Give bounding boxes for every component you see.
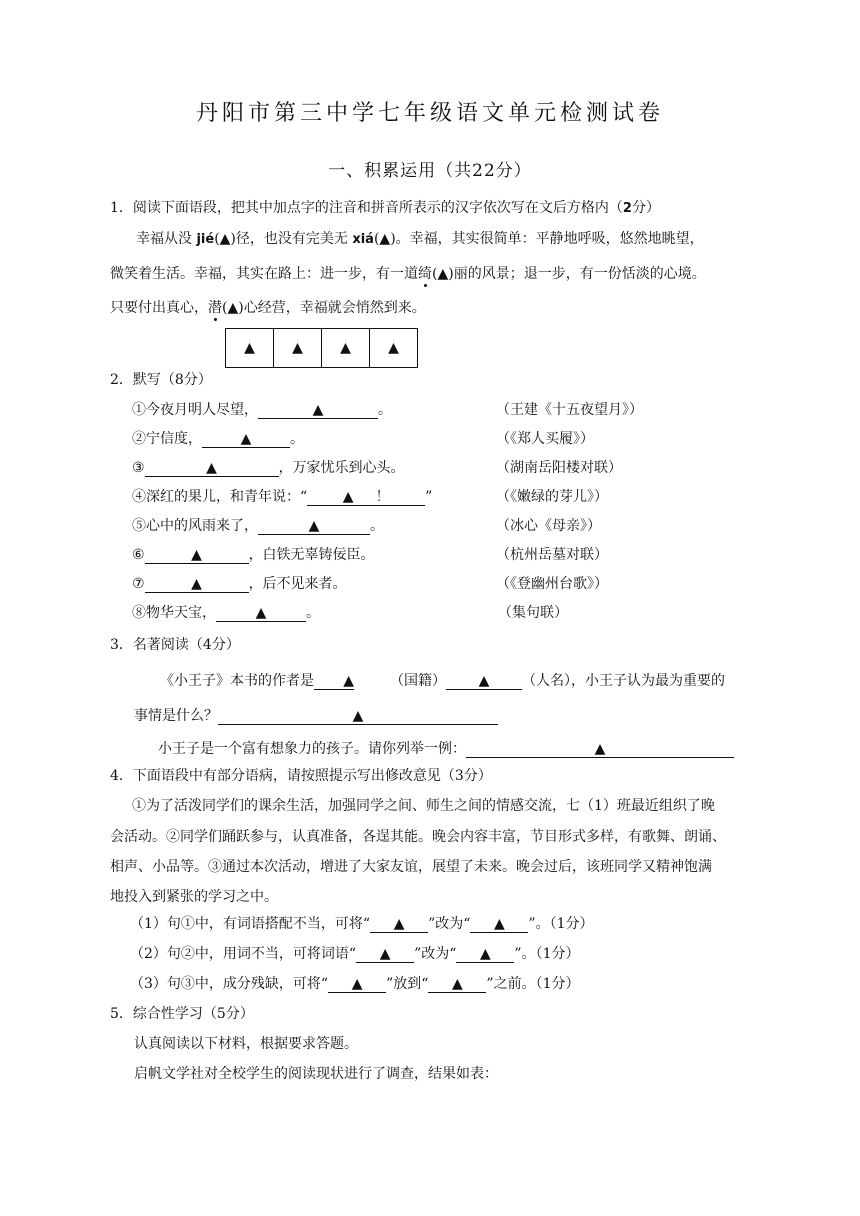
page-title: 丹阳市第三中学七年级语文单元检测试卷 [195, 101, 664, 126]
q4-subquestion-1: （1）句①中，有词语搭配不当，可将“ ▲ ”改为“ ▲ ”。（1分） [130, 916, 594, 932]
dictation-item-5: ⑤心中的风雨来了， ▲ 。 [132, 518, 384, 534]
answer-blank[interactable]: ▲ [216, 605, 306, 622]
q1-dotted-char-2: 潜 [208, 300, 222, 316]
q1-pinyin-2: xiá [352, 232, 374, 247]
dictation-source-8: （集句联） [498, 605, 568, 621]
dictation-item-6: ⑥ ▲ ，白铁无辜铸佞臣。 [132, 547, 375, 563]
q1-l3-text-b: (▲)心经营，幸福就会悄然到来。 [222, 300, 426, 316]
dictation-item-3: ③ ▲ ，万家忧乐到心头。 [132, 460, 405, 476]
dictation-source-6: （杭州岳墓对联） [496, 547, 608, 563]
q3-line-3: 小王子是一个富有想象力的孩子。请你列举一例： ▲ [158, 739, 734, 759]
imagination-example-blank[interactable]: ▲ [466, 741, 734, 758]
answer-blank[interactable]: ▲ [202, 431, 290, 448]
q4-paragraph-line-1: ①为了活泼同学们的课余生活，加强同学之间、师生之间的情感交流，七（1）班最近组织了晚 [132, 798, 715, 814]
answer-blank[interactable]: ▲ [328, 976, 386, 993]
q2-stem: 2．默写（8分） [110, 372, 212, 388]
q1-line-2 [110, 264, 706, 284]
q3-stem: 3．名著阅读（4分） [110, 637, 240, 653]
answer-blank-end: ！ [375, 489, 390, 505]
q1-line-1 [136, 229, 704, 250]
q4-subquestion-2: （2）句②中，用词不当，可将词语“ ▲ ”改为“ ▲ ”。（1分） [130, 946, 580, 962]
answer-blank[interactable]: ▲ [356, 946, 414, 963]
author-name-blank[interactable]: ▲ [446, 673, 522, 690]
q1-l3-text-a: 只要付出真心， [110, 300, 208, 316]
q5-stem: 5．综合性学习（5分） [110, 1006, 254, 1022]
dictation-item-2: ②宁信度， ▲ 。 [132, 431, 304, 447]
q4-paragraph-line-2: 会活动。②同学们踊跃参与，认真准备，各逞其能。晚会内容丰富，节目形式多样，有歌舞、朗诵、 [110, 829, 726, 845]
answer-blank-mark: ▲ [342, 489, 354, 505]
answer-box-1[interactable]: ▲ [226, 329, 274, 368]
q1-l1-text-b: (▲)径，也没有完美无 [214, 231, 348, 247]
q3-line-1: 《小王子》本书的作者是 ▲ （国籍） ▲ （人名），小王子认为最为重要的 [160, 673, 725, 689]
q5-line-1: 认真阅读以下材料，根据要求答题。 [134, 1036, 358, 1052]
answer-boxes [225, 328, 418, 368]
q1-stem-text: 1．阅读下面语段，把其中加点字的注音和拼音所表示的汉字依次写在文后方格内（ [110, 200, 623, 216]
q1-stem [110, 198, 660, 219]
dictation-item-1: ①今夜月明人尽望， ▲ 。 [132, 402, 392, 418]
q1-dotted-char-1: 绮 [418, 266, 432, 282]
dictation-source-3: （湖南岳阳楼对联） [496, 460, 622, 476]
dictation-item-4: ④深红的果儿，和青年说：“ ▲ ！ ” [132, 489, 433, 505]
dictation-source-2: （《郑人买履》） [496, 431, 594, 447]
answer-blank[interactable]: ▲ [258, 402, 378, 419]
q5-line-2: 启帆文学社对全校学生的阅读现状进行了调查，结果如表： [134, 1066, 498, 1082]
author-nationality-blank[interactable]: ▲ [314, 673, 354, 690]
q1-l1-text-c: (▲)。幸福，其实很简单：平静地呼吸，悠然地眺望， [373, 231, 704, 247]
q1-l2-text-b: (▲)丽的风景；退一步，有一份恬淡的心境。 [432, 266, 706, 282]
answer-blank[interactable]: ▲ [145, 460, 279, 477]
answer-blank[interactable] [307, 489, 425, 506]
q4-subquestion-3: （3）句③中，成分残缺，可将“ ▲ ”放到“ ▲ ”之前。（1分） [130, 976, 580, 992]
answer-blank[interactable]: ▲ [145, 576, 249, 593]
dictation-source-5: （冰心《母亲》） [496, 518, 601, 534]
q1-l1-text-a: 幸福从没 [136, 231, 192, 247]
answer-blank[interactable]: ▲ [456, 946, 514, 963]
dictation-item-8: ⑧物华天宝， ▲ 。 [132, 605, 320, 621]
answer-blank[interactable]: ▲ [258, 518, 370, 535]
q3-line-2: 事情是什么？ ▲ [134, 706, 498, 726]
important-thing-blank[interactable]: ▲ [218, 708, 498, 725]
q4-stem: 4．下面语段中有部分语病，请按照提示写出修改意见（3分） [110, 768, 492, 784]
q1-l2-text-a: 微笑着生活。幸福，其实在路上：进一步，有一道 [110, 266, 418, 282]
q4-paragraph-line-4: 地投入到紧张的学习之中。 [110, 889, 278, 905]
answer-blank[interactable]: ▲ [428, 976, 486, 993]
dictation-source-7: （《登幽州台歌》） [496, 576, 608, 592]
q1-points: 2 [622, 201, 632, 216]
answer-blank[interactable]: ▲ [145, 547, 249, 564]
section-heading: 一、积累运用（共22分） [328, 161, 532, 181]
q1-line-3 [110, 298, 426, 318]
dictation-source-4: （《嫩绿的芽儿》） [496, 489, 608, 505]
dictation-item-7: ⑦ ▲ ，后不见来者。 [132, 576, 347, 592]
dictation-source-1: （王建《十五夜望月》） [496, 402, 643, 418]
answer-blank[interactable]: ▲ [470, 916, 528, 933]
answer-box-2[interactable]: ▲ [274, 329, 322, 368]
answer-box-4[interactable]: ▲ [370, 329, 418, 368]
answer-blank[interactable]: ▲ [370, 916, 428, 933]
answer-box-3[interactable]: ▲ [322, 329, 370, 368]
q1-stem-end: 分） [631, 200, 660, 216]
q1-pinyin-1: jié [196, 232, 215, 247]
q4-paragraph-line-3: 相声、小品等。③通过本次活动，增进了大家友谊，展望了未来。晚会过后，该班同学又精神饱满 [110, 859, 712, 875]
